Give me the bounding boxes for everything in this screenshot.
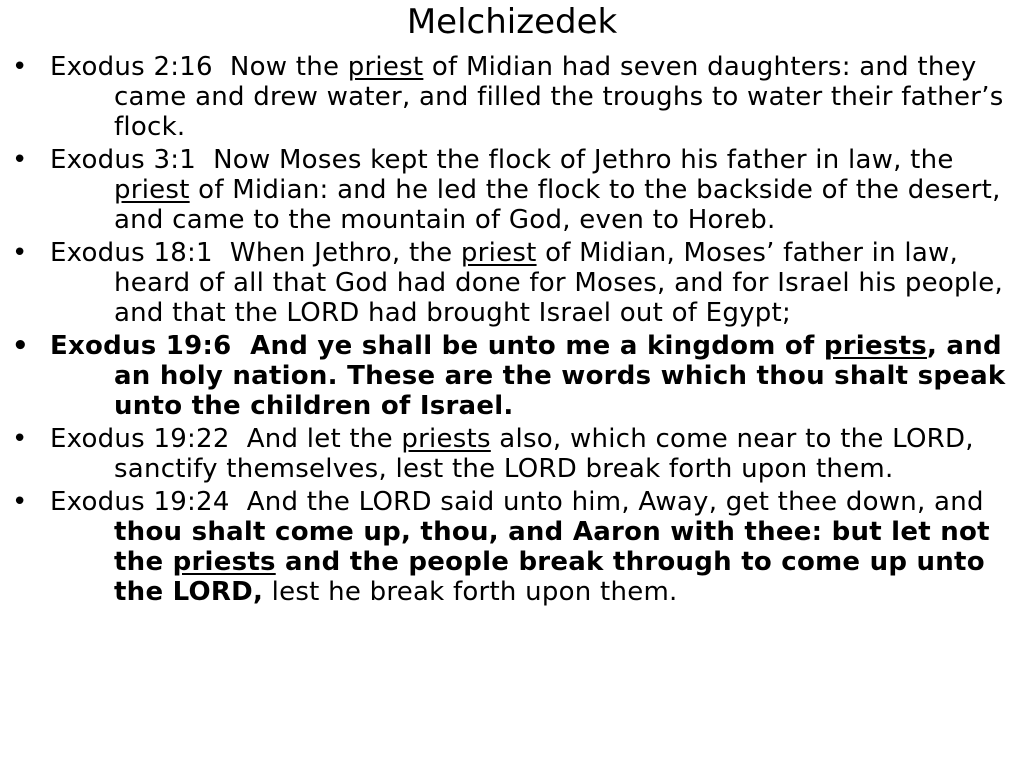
verse-keyword: priest xyxy=(347,52,424,82)
verse-text-bold: and the people break through to come up unto the LORD, xyxy=(114,547,985,607)
verse-keyword: priests xyxy=(401,424,491,454)
bullet-icon: • xyxy=(12,487,28,517)
verse-text: When Jethro, the xyxy=(229,238,461,268)
verse-text: And the LORD said unto him, Away, get thee down, and xyxy=(246,487,984,517)
bullet-icon: • xyxy=(12,424,28,454)
verse-text: of Midian: and he led the flock to the backside of the desert, and came to the mountain of God, even to Horeb. xyxy=(114,175,1001,235)
verse-text: also, which come near to the LORD, sanctify themselves, lest the LORD break forth upon them. xyxy=(114,424,974,484)
verse-item-emphasized xyxy=(0,331,1024,421)
verse-keyword: priests xyxy=(172,547,276,577)
verse-text: , and an holy nation. These are the words which thou shalt speak unto the children of Israel. xyxy=(114,331,1006,421)
verse-item xyxy=(0,145,1024,235)
verse-reference: Exodus 19:6 xyxy=(50,331,232,361)
verse-text: of Midian, Moses’ father in law, heard of all that God had done for Moses, and for Israel his people, and that the LORD had brought Israel out of Egypt; xyxy=(114,238,1003,328)
verse-text: And ye shall be unto me a kingdom of xyxy=(250,331,824,361)
bullet-icon: • xyxy=(12,52,28,82)
verse-text: And let the xyxy=(246,424,402,454)
bullet-icon: • xyxy=(12,331,29,361)
verse-item xyxy=(0,238,1024,328)
verse-text: of Midian had seven daughters: and they came and drew water, and filled the troughs to water their father’s flock. xyxy=(114,52,1004,142)
bullet-icon: • xyxy=(12,238,28,268)
verse-text: Now Moses kept the flock of Jethro his father in law, the xyxy=(213,145,954,175)
verse-text: Now the xyxy=(229,52,348,82)
verse-reference: Exodus 19:24 xyxy=(50,487,230,517)
verse-keyword: priests xyxy=(823,331,927,361)
verse-text-bold: thou shalt come up, thou, and Aaron with thee: but let not the xyxy=(114,517,990,577)
verse-text: lest he break forth upon them. xyxy=(263,577,678,607)
verse-reference: Exodus 19:22 xyxy=(50,424,230,454)
verse-list xyxy=(0,52,1024,610)
verse-reference: Exodus 2:16 xyxy=(50,52,213,82)
verse-reference: Exodus 18:1 xyxy=(50,238,213,268)
verse-item xyxy=(0,424,1024,484)
verse-keyword: priest xyxy=(114,175,190,205)
slide-title: Melchizedek xyxy=(406,2,618,42)
verse-keyword: priest xyxy=(460,238,537,268)
verse-item xyxy=(0,52,1024,142)
verse-item xyxy=(0,487,1024,607)
verse-reference: Exodus 3:1 xyxy=(50,145,197,175)
bullet-icon: • xyxy=(12,145,28,175)
